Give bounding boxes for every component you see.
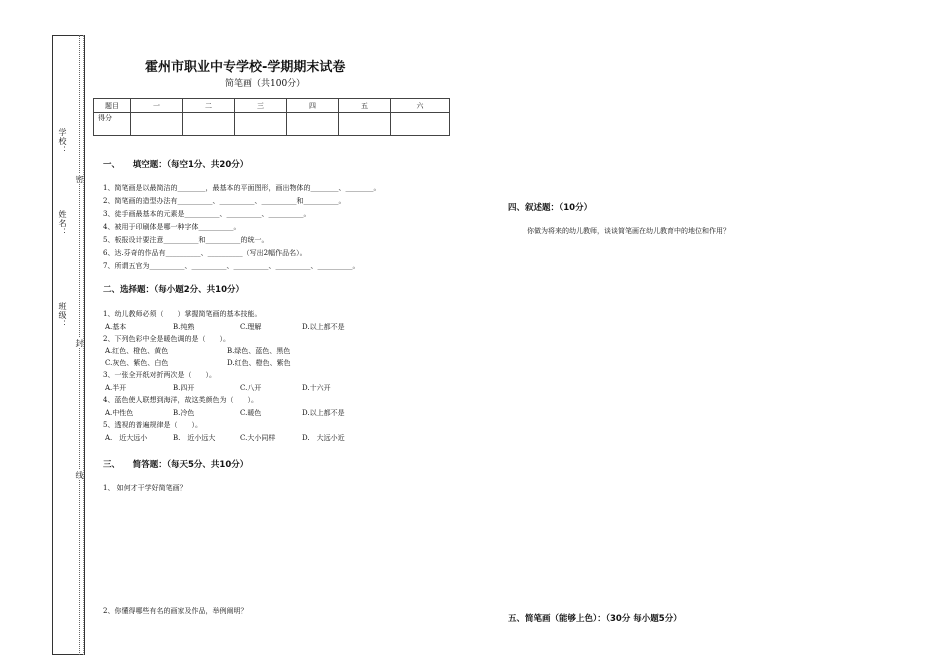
exam-title: 霍州市职业中专学校-学期期末试卷: [145, 60, 346, 75]
class-label: 班级：: [58, 302, 67, 329]
choice-option: B.纯熟: [173, 323, 195, 331]
section3-title: 三、 简答题：（每天5分、共10分）: [103, 460, 249, 470]
choice-option: D.红色、橙色、紫色: [227, 359, 291, 367]
score-header-cell: 四: [287, 99, 339, 113]
choice-option: C.灰色、紫色、白色: [105, 359, 169, 367]
score-row-label: 得分: [94, 113, 131, 136]
choice-question: 1、幼儿教师必须（ ）掌握简笔画的基本技能。: [103, 310, 262, 318]
seal-mark-mi: 密: [75, 175, 84, 183]
choice-option: A.半开: [105, 384, 127, 392]
fill-question: 6、达.芬奇的作品有__________、__________（写出2幅作品名）。: [103, 249, 307, 257]
choice-question: 5、透视的普遍规律是（ ）。: [103, 421, 202, 429]
score-cell[interactable]: [339, 113, 391, 136]
choice-option: A. 近大远小: [105, 434, 148, 442]
choice-option: C.暖色: [240, 409, 262, 417]
score-header-cell: 六: [391, 99, 450, 113]
fill-question: 7、所谓五官为__________、__________、__________、__________、__________。: [103, 262, 360, 270]
choice-option: D.以上都不是: [302, 409, 345, 417]
fill-question: 2、简笔画的造型办法有__________、__________、__________和__________。: [103, 197, 346, 205]
short-answer-question: 1、 如何才干学好简笔画？: [103, 484, 187, 492]
choice-option: B.四开: [173, 384, 195, 392]
fill-question: 4、被用于印刷体是哪一种字体__________。: [103, 223, 241, 231]
seal-mark-feng: 封: [75, 339, 84, 347]
score-cell[interactable]: [287, 113, 339, 136]
section1-title: 一、 填空题：（每空1分、共20分）: [103, 160, 249, 170]
choice-option: C.八开: [240, 384, 262, 392]
choice-option: A.基本: [105, 323, 127, 331]
score-header-cell: 一: [131, 99, 183, 113]
school-label: 学校：: [58, 128, 67, 155]
score-header-cell: 五: [339, 99, 391, 113]
fill-question: 1、简笔画是以最简洁的________，最基本的平面图形，画出物体的________、________。: [103, 184, 381, 192]
choice-question: 3、一张全开纸对折两次是（ ）。: [103, 371, 216, 379]
fill-question: 3、徒手画最基本的元素是__________、__________、__________。: [103, 210, 311, 218]
score-header-cell: 题目: [94, 99, 131, 113]
choice-option: A.红色、橙色、黄色: [105, 347, 169, 355]
section4-title: 四、叙述题：（10分）: [508, 203, 593, 213]
section2-title: 二、选择题：（每小题2分、共10分）: [103, 285, 244, 295]
seal-mark-xian: 线: [75, 471, 84, 479]
choice-option: D.以上都不是: [302, 323, 345, 331]
score-header-cell: 三: [235, 99, 287, 113]
score-cell[interactable]: [131, 113, 183, 136]
choice-option: B.绿色、蓝色、黑色: [227, 347, 291, 355]
choice-question: 2、下列色彩中全是暖色调的是（ ）。: [103, 335, 230, 343]
choice-option: A.中性色: [105, 409, 134, 417]
choice-question: 4、蓝色使人联想到海洋，故这类颜色为（ ）。: [103, 396, 258, 404]
score-header-cell: 二: [183, 99, 235, 113]
choice-option: C.大小同样: [240, 434, 276, 442]
choice-option: B. 近小远大: [173, 434, 216, 442]
exam-subtitle: 简笔画（共100分）: [225, 79, 306, 89]
fill-question: 5、板报设计要注意__________和__________的统一。: [103, 236, 269, 244]
essay-question: 你做为将来的幼儿教师，谈谈简笔画在幼儿教育中的地位和作用？: [527, 227, 730, 235]
score-cell[interactable]: [235, 113, 287, 136]
name-label: 姓名：: [58, 210, 67, 237]
choice-option: D. 大远小近: [302, 434, 345, 442]
choice-option: B.冷色: [173, 409, 195, 417]
section5-title: 五、简笔画（能够上色）：（30分 每小题5分）: [508, 614, 682, 624]
choice-option: D.十六开: [302, 384, 331, 392]
score-cell[interactable]: [391, 113, 450, 136]
short-answer-question: 2、你懂得哪些有名的画家及作品，举例阐明？: [103, 607, 248, 615]
choice-option: C.理解: [240, 323, 262, 331]
score-table: [93, 98, 450, 136]
score-cell[interactable]: [183, 113, 235, 136]
